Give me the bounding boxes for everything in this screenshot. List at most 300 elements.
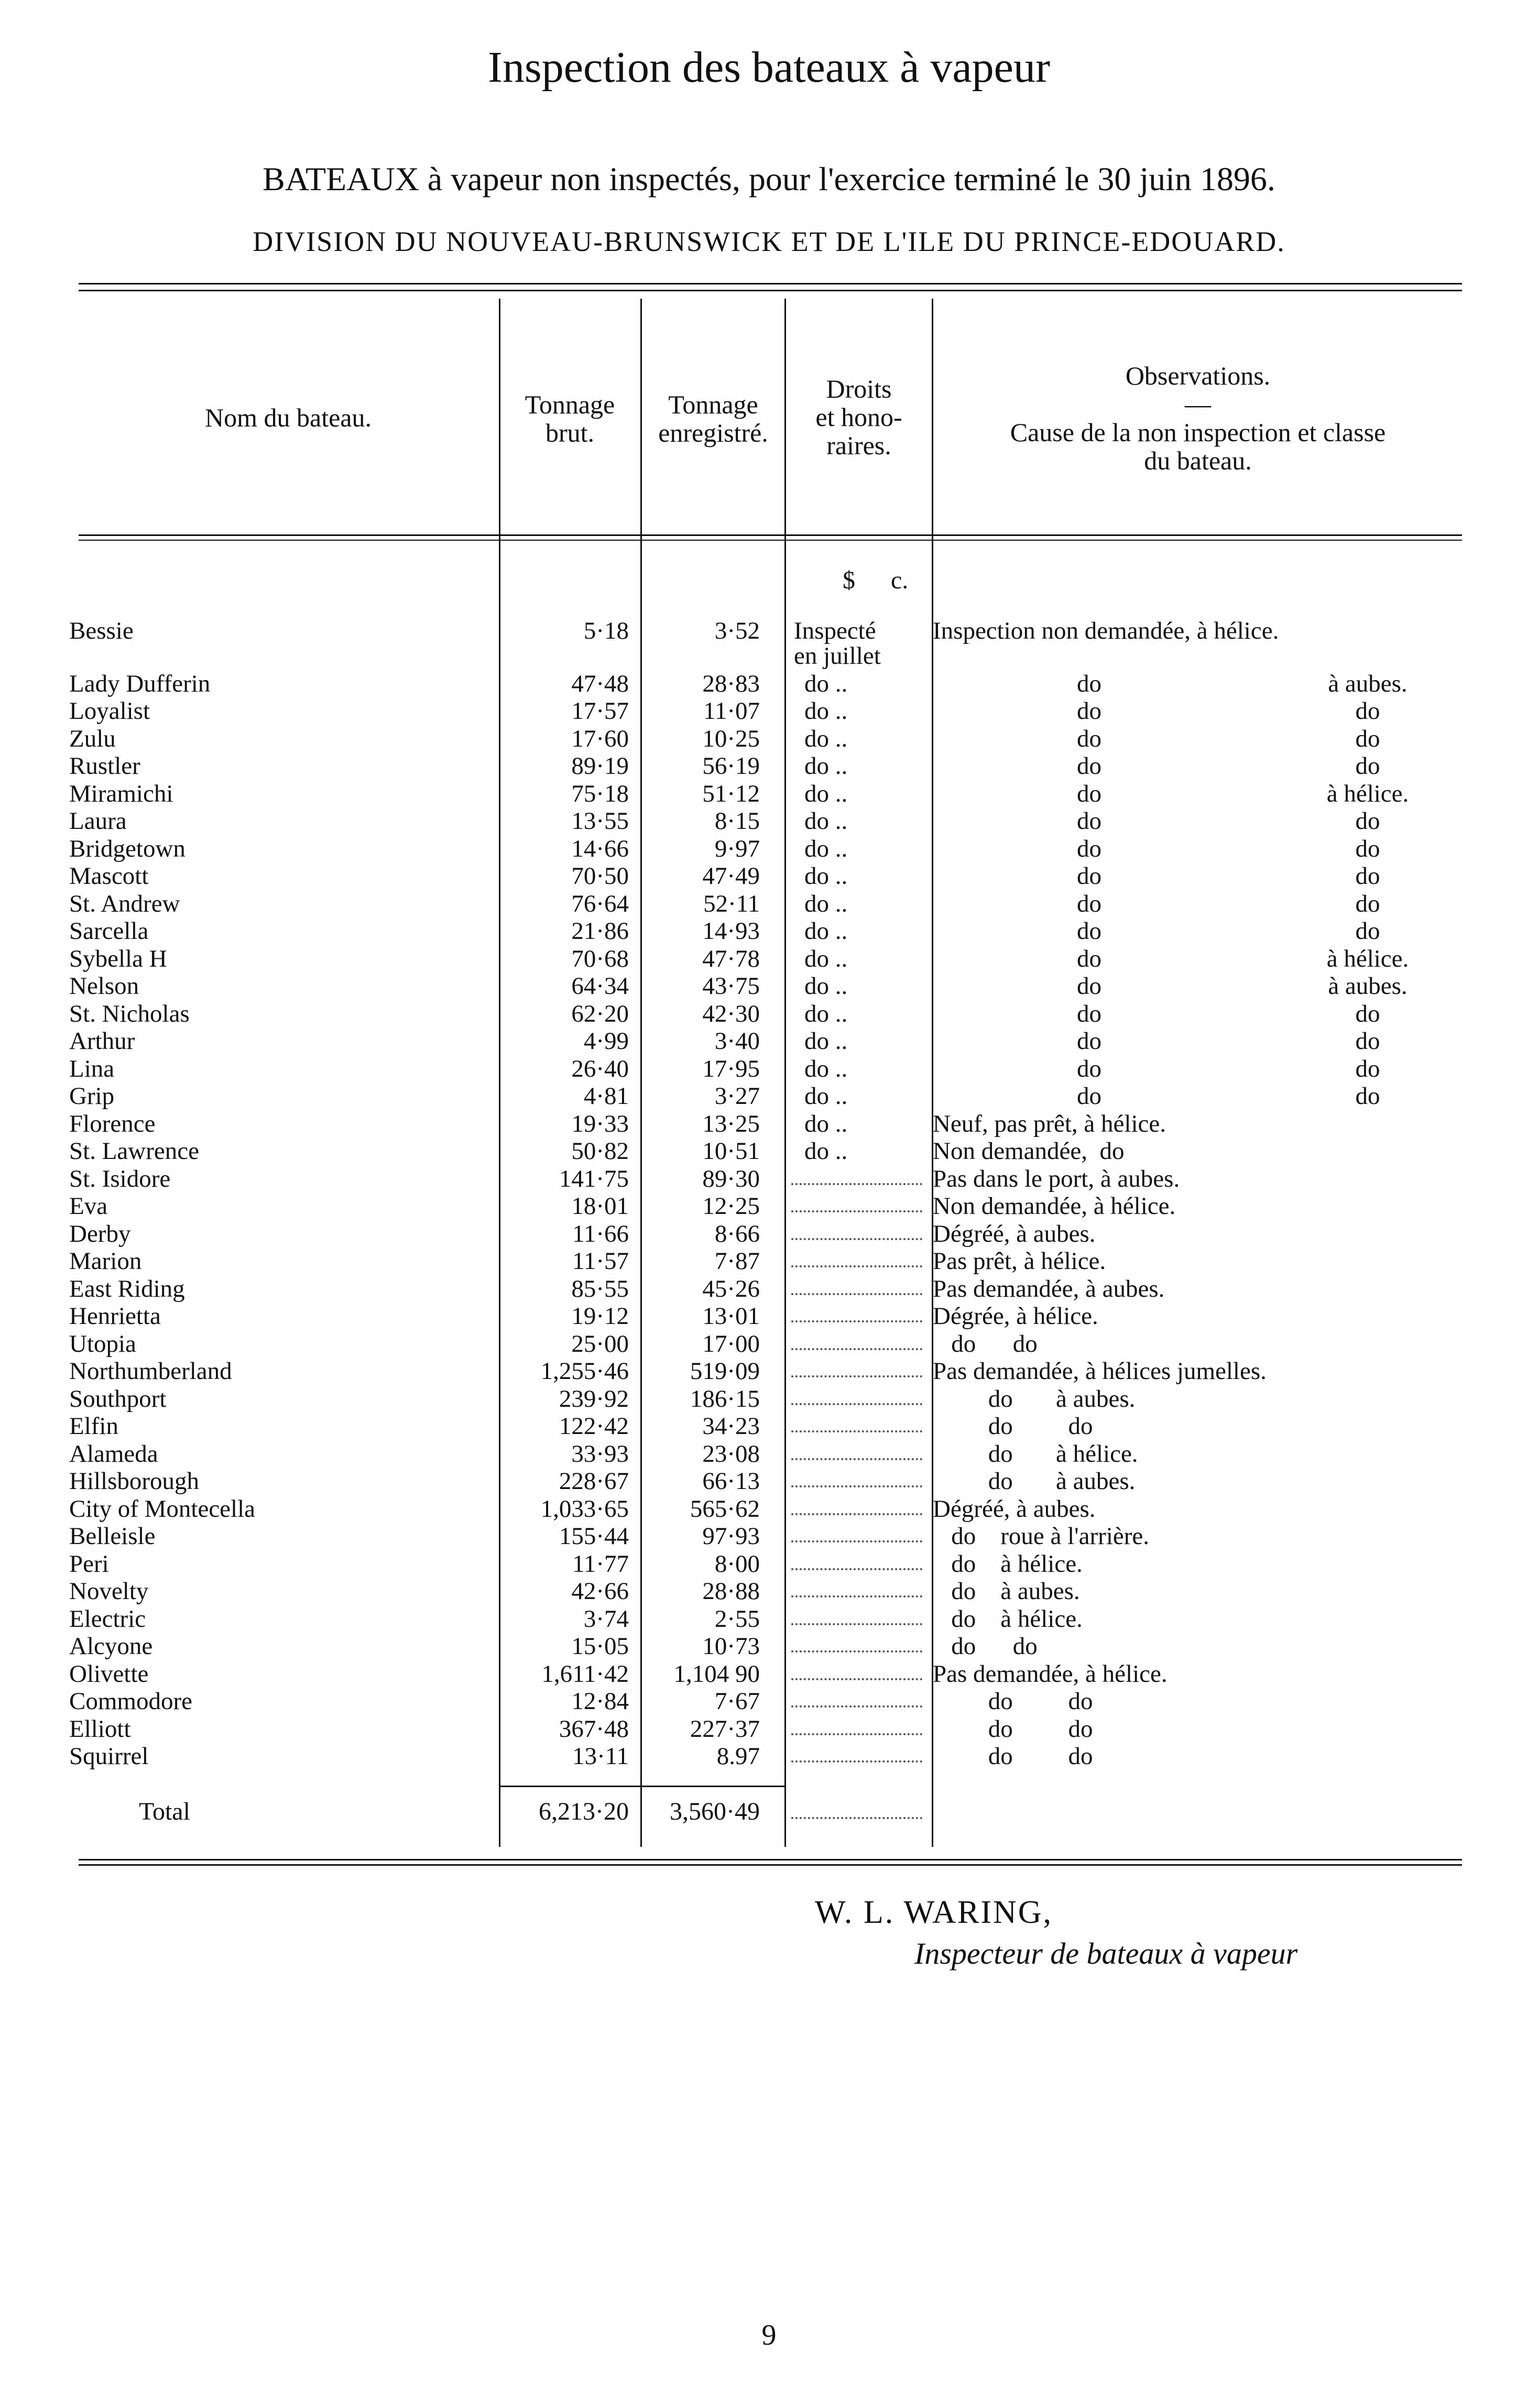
droits-leader (791, 1183, 922, 1185)
registered-tonnage: 2·55 (714, 1605, 760, 1633)
table-row (0, 890, 1538, 917)
table-row (0, 1027, 1538, 1055)
table-row (0, 1715, 1538, 1743)
boat-name-cell (69, 1165, 488, 1192)
gross-tonnage: 17·60 (571, 725, 629, 752)
droits-leader (791, 1238, 922, 1240)
gross-tonnage: 4·99 (583, 1027, 629, 1055)
top-rule-inner (79, 290, 1462, 291)
registered-tonnage: 7·67 (714, 1688, 760, 1715)
boat-name-cell (69, 1413, 488, 1440)
boat-name-cell (69, 1082, 488, 1110)
table-row (0, 807, 1538, 835)
boat-name: City of Montecella (69, 1495, 259, 1523)
gross-tonnage: 1,255·46 (540, 1358, 629, 1385)
page-number: 9 (761, 2319, 777, 2351)
boat-name: Peri (69, 1550, 113, 1578)
droits-cell: do .. (804, 1055, 848, 1082)
boat-name: Lina (69, 1055, 118, 1082)
table-row (0, 1192, 1538, 1220)
table-row (0, 1302, 1538, 1330)
bottom-rule (79, 1859, 1462, 1860)
boat-name-cell (69, 1688, 488, 1715)
boat-name-cell (69, 1715, 488, 1743)
observation-cell: Inspection non demandée, à hélice. (933, 617, 1279, 644)
header-name: Nom du bateau. (205, 403, 372, 432)
gross-tonnage: 12·84 (571, 1688, 629, 1715)
observation-class: do (1355, 835, 1380, 862)
droits-cell: do .. (804, 807, 848, 835)
boat-name-cell (69, 917, 488, 945)
droits-leader (791, 1623, 922, 1625)
gross-tonnage: 75·18 (571, 780, 629, 807)
boat-name: Derby (69, 1220, 135, 1247)
table-row (0, 1220, 1538, 1247)
top-rule (79, 283, 1462, 284)
observation-class: do (1355, 890, 1380, 917)
observation-cell: do do (933, 1413, 1093, 1440)
table-row (0, 1440, 1538, 1468)
boat-name-cell (69, 890, 488, 917)
table-row (0, 1660, 1538, 1688)
observation-cell: Dégréé, à aubes. (933, 1495, 1096, 1523)
boat-name: Hillsborough (69, 1468, 203, 1495)
boat-name: St. Nicholas (69, 1000, 194, 1027)
table-row (0, 1688, 1538, 1715)
observation-cell: do (1077, 752, 1101, 780)
observation-cell: do (1077, 725, 1101, 752)
observation-cell: do à aubes. (933, 1578, 1080, 1605)
observation-class: do (1355, 697, 1380, 725)
division-heading: DIVISION DU NOUVEAU-BRUNSWICK ET DE L'ILE DU PRINCE-EDOUARD. (253, 226, 1285, 257)
droits-cell: do .. (804, 780, 848, 807)
table-row (0, 1633, 1538, 1660)
registered-tonnage: 8·15 (714, 807, 760, 835)
table-row (0, 617, 1538, 670)
gross-tonnage: 3·74 (583, 1605, 629, 1633)
boat-name-cell (69, 862, 488, 890)
registered-tonnage: 42·30 (702, 1000, 760, 1027)
gross-tonnage: 26·40 (571, 1055, 629, 1082)
boat-name-cell (69, 1247, 488, 1275)
observation-class: do (1355, 1055, 1380, 1082)
droits-leader (791, 1348, 922, 1350)
observation-class: à hélice. (1326, 945, 1409, 972)
boat-name-cell (69, 1027, 488, 1055)
boat-name-cell (69, 1358, 488, 1385)
total-gross: 6,213·20 (539, 1798, 629, 1825)
observation-cell: Pas dans le port, à aubes. (933, 1165, 1180, 1192)
dot-leader (69, 1430, 488, 1432)
registered-tonnage: 28·83 (702, 670, 760, 697)
observation-class: do (1355, 917, 1380, 945)
boat-name: Arthur (69, 1027, 139, 1055)
boat-name-cell (69, 697, 488, 725)
observation-cell: Pas demandée, à aubes. (933, 1275, 1165, 1302)
gross-tonnage: 21·86 (571, 917, 629, 945)
page-title: Inspection des bateaux à vapeur (488, 43, 1050, 92)
header-droits: Droits et hono- raires. (815, 374, 902, 460)
boat-name: Utopia (69, 1330, 140, 1358)
droits-leader (791, 1678, 922, 1680)
table-row (0, 972, 1538, 1000)
observation-cell: do (1077, 835, 1101, 862)
observation-cell: do (1077, 1000, 1101, 1027)
observation-cell: do à hélice. (933, 1550, 1083, 1578)
observation-class: à hélice. (1326, 780, 1409, 807)
table-row (0, 1523, 1538, 1550)
boat-name: St. Lawrence (69, 1137, 203, 1165)
observation-cell: do (1077, 1027, 1101, 1055)
registered-tonnage: 12·25 (702, 1192, 760, 1220)
droits-leader (791, 1375, 922, 1377)
boat-name: Elliott (69, 1715, 135, 1743)
gross-tonnage: 11·66 (572, 1220, 629, 1247)
gross-tonnage: 62·20 (571, 1000, 629, 1027)
boat-name: Rustler (69, 752, 145, 780)
registered-tonnage: 43·75 (702, 972, 760, 1000)
registered-tonnage: 17·00 (702, 1330, 760, 1358)
boat-name: Belleisle (69, 1523, 159, 1550)
droits-cell: do .. (804, 752, 848, 780)
boat-name: Novelty (69, 1578, 152, 1605)
dot-leader (69, 1100, 488, 1102)
boat-name: Florence (69, 1110, 159, 1137)
gross-tonnage: 13·55 (571, 807, 629, 835)
table-row (0, 1330, 1538, 1358)
registered-tonnage: 9·97 (714, 835, 760, 862)
table-row (0, 1165, 1538, 1192)
boat-name-cell (69, 1000, 488, 1027)
boat-name-cell (69, 835, 488, 862)
header-rule (79, 534, 1462, 536)
registered-tonnage: 10·73 (702, 1633, 760, 1660)
boat-name-cell (69, 617, 488, 644)
header-registered: Tonnage enregistré. (658, 390, 768, 447)
registered-tonnage: 89·30 (702, 1165, 760, 1192)
gross-tonnage: 64·34 (571, 972, 629, 1000)
boat-name: St. Andrew (69, 890, 184, 917)
droits-cell: do .. (804, 835, 848, 862)
registered-tonnage: 28·88 (702, 1578, 760, 1605)
observation-class: do (1355, 862, 1380, 890)
boat-name: Eva (69, 1192, 112, 1220)
droits-cell: do .. (804, 1082, 848, 1110)
droits-leader (791, 1705, 922, 1708)
signature-name: W. L. WARING, (815, 1895, 1053, 1930)
boat-name: Southport (69, 1385, 170, 1413)
boat-name-cell (69, 1440, 488, 1468)
boat-name: Elfin (69, 1413, 123, 1440)
dot-leader (69, 743, 488, 745)
boat-name-cell (69, 1633, 488, 1660)
droits-leader (791, 1403, 922, 1405)
registered-tonnage: 3·52 (714, 617, 760, 644)
registered-tonnage: 17·95 (702, 1055, 760, 1082)
observation-class: do (1355, 725, 1380, 752)
registered-tonnage: 227·37 (690, 1715, 760, 1743)
droits-cell: do .. (804, 1110, 848, 1137)
observation-class: do (1355, 1082, 1380, 1110)
boat-name-cell (69, 725, 488, 752)
registered-tonnage: 47·49 (702, 862, 760, 890)
table-row (0, 725, 1538, 752)
droits-leader (791, 1265, 922, 1267)
boat-name: Alameda (69, 1440, 162, 1468)
gross-tonnage: 42·66 (571, 1578, 629, 1605)
boat-name: Alcyone (69, 1633, 157, 1660)
gross-tonnage: 155·44 (559, 1523, 629, 1550)
observation-cell: do (1077, 1082, 1101, 1110)
droits-leader (791, 1733, 922, 1735)
registered-tonnage: 7·87 (714, 1247, 760, 1275)
table-row (0, 1358, 1538, 1385)
observation-cell: do (1077, 862, 1101, 890)
registered-tonnage: 3·40 (714, 1027, 760, 1055)
boat-name-cell (69, 1330, 488, 1358)
observation-cell: Non demandée, do (933, 1137, 1125, 1165)
boat-name: Bessie (69, 617, 138, 644)
observation-cell: do à aubes. (933, 1385, 1136, 1413)
boat-name-cell (69, 1660, 488, 1688)
gross-tonnage: 19·12 (571, 1302, 629, 1330)
droits-cell: do .. (804, 862, 848, 890)
observation-cell: do (1077, 972, 1101, 1000)
observation-cell: do do (933, 1688, 1093, 1715)
header-rule-inner (79, 540, 1462, 541)
boat-name: Henrietta (69, 1302, 165, 1330)
observation-cell: do roue à l'arrière. (933, 1523, 1149, 1550)
droits-cell: do .. (804, 670, 848, 697)
registered-tonnage: 519·09 (690, 1358, 760, 1385)
registered-tonnage: 11·07 (703, 697, 760, 725)
dot-leader (69, 1073, 488, 1075)
registered-tonnage: 51·12 (702, 780, 760, 807)
dot-leader (69, 825, 488, 827)
droits-cell: do .. (804, 725, 848, 752)
registered-tonnage: 47·78 (702, 945, 760, 972)
boat-name-cell (69, 1137, 488, 1165)
registered-tonnage: 8·66 (714, 1220, 760, 1247)
observation-cell: do (1077, 945, 1101, 972)
boat-name-cell (69, 1110, 488, 1137)
table-row (0, 1055, 1538, 1082)
observation-class: à aubes. (1328, 670, 1408, 697)
registered-tonnage: 3·27 (714, 1082, 760, 1110)
observation-cell: Pas demandée, à hélice. (933, 1660, 1168, 1688)
table-row (0, 917, 1538, 945)
registered-tonnage: 10·25 (702, 725, 760, 752)
boat-name: Olivette (69, 1660, 152, 1688)
cents-unit: c. (891, 566, 909, 594)
boat-name-cell (69, 1743, 488, 1770)
boat-name: Bridgetown (69, 835, 190, 862)
droits-leader (791, 1293, 922, 1295)
boat-name-cell (69, 1055, 488, 1082)
gross-tonnage: 141·75 (559, 1165, 629, 1192)
signature-title: Inspecteur de bateaux à vapeur (914, 1936, 1298, 1971)
droits-leader (791, 1210, 922, 1212)
droits-leader (791, 1485, 922, 1487)
droits-cell: do .. (804, 945, 848, 972)
registered-tonnage: 56·19 (702, 752, 760, 780)
boat-name-cell (69, 1220, 488, 1247)
registered-tonnage: 13·01 (702, 1302, 760, 1330)
gross-tonnage: 228·67 (559, 1468, 629, 1495)
observation-cell: do (1077, 670, 1101, 697)
droits-leader (791, 1430, 922, 1432)
boat-name-cell (69, 972, 488, 1000)
boat-name-cell (69, 1578, 488, 1605)
observation-class: do (1355, 1000, 1380, 1027)
table-row (0, 780, 1538, 807)
gross-tonnage: 85·55 (571, 1275, 629, 1302)
boat-name: Loyalist (69, 697, 154, 725)
boat-name: Sarcella (69, 917, 152, 945)
dollar-unit: $ (843, 566, 855, 594)
gross-tonnage: 239·92 (559, 1385, 629, 1413)
boat-name-cell (69, 670, 488, 697)
boat-name-cell (69, 1468, 488, 1495)
droits-leader (791, 1320, 922, 1322)
gross-tonnage: 70·68 (571, 945, 629, 972)
gross-tonnage: 122·42 (559, 1413, 629, 1440)
boat-name-cell (69, 1495, 488, 1523)
boat-name: Zulu (69, 725, 120, 752)
table-row (0, 1275, 1538, 1302)
observation-cell: do do (933, 1743, 1093, 1770)
observation-cell: Dégréé, à aubes. (933, 1220, 1096, 1247)
header-gross: Tonnage brut. (525, 390, 615, 447)
table-row (0, 752, 1538, 780)
gross-tonnage: 11·57 (572, 1247, 629, 1275)
boat-name-cell (69, 945, 488, 972)
observation-cell: Pas demandée, à hélices jumelles. (933, 1358, 1267, 1385)
table-row (0, 1110, 1538, 1137)
droits-leader (791, 1650, 922, 1652)
table-row (0, 1578, 1538, 1605)
gross-tonnage: 14·66 (571, 835, 629, 862)
observation-cell: do à hélice. (933, 1605, 1083, 1633)
gross-tonnage: 47·48 (571, 670, 629, 697)
droits-cell: do .. (804, 1027, 848, 1055)
gross-tonnage: 25·00 (571, 1330, 629, 1358)
gross-tonnage: 367·48 (559, 1715, 629, 1743)
table-subtitle: BATEAUX à vapeur non inspectés, pour l'exercice terminé le 30 juin 1896. (263, 160, 1275, 198)
table-row (0, 1247, 1538, 1275)
observation-class: do (1355, 752, 1380, 780)
boat-name: St. Isidore (69, 1165, 174, 1192)
table-row (0, 1137, 1538, 1165)
table-row (0, 670, 1538, 697)
observation-class: do (1355, 807, 1380, 835)
boat-name: Mascott (69, 862, 152, 890)
droits-leader (791, 1568, 922, 1570)
droits-leader (791, 1760, 922, 1763)
gross-tonnage: 70·50 (571, 862, 629, 890)
gross-tonnage: 89·19 (571, 752, 629, 780)
droits-cell: do .. (804, 1000, 848, 1027)
droits-cell: do .. (804, 917, 848, 945)
table-row (0, 697, 1538, 725)
registered-tonnage: 23·08 (702, 1440, 760, 1468)
boat-name: Nelson (69, 972, 143, 1000)
droits-cell: do .. (804, 1137, 848, 1165)
total-rule (499, 1786, 784, 1787)
gross-tonnage: 76·64 (571, 890, 629, 917)
registered-tonnage: 34·23 (702, 1413, 760, 1440)
observation-cell: Non demandée, à hélice. (933, 1192, 1176, 1220)
observation-cell: do (1077, 807, 1101, 835)
boat-name-cell (69, 1192, 488, 1220)
table-row (0, 1550, 1538, 1578)
boat-name: Sybella H (69, 945, 171, 972)
gross-tonnage: 5·18 (583, 617, 629, 644)
gross-tonnage: 17·57 (571, 697, 629, 725)
boat-name-cell (69, 1302, 488, 1330)
registered-tonnage: 186·15 (690, 1385, 760, 1413)
droits-cell: do .. (804, 697, 848, 725)
droits-leader (791, 1540, 922, 1542)
observation-cell: do do (933, 1633, 1038, 1660)
boat-name: Laura (69, 807, 131, 835)
droits-leader (791, 1513, 922, 1515)
boat-name-cell (69, 752, 488, 780)
boat-name-cell (69, 1275, 488, 1302)
droits-cell: do .. (804, 972, 848, 1000)
droits-leader (791, 1595, 922, 1597)
gross-tonnage: 19·33 (571, 1110, 629, 1137)
boat-name: Squirrel (69, 1743, 152, 1770)
registered-tonnage: 1,104 90 (673, 1660, 760, 1688)
gross-tonnage: 15·05 (571, 1633, 629, 1660)
droits-cell-continued: en juillet (794, 642, 881, 670)
table-row (0, 1413, 1538, 1440)
registered-tonnage: 45·26 (702, 1275, 760, 1302)
boat-name: Lady Dufferin (69, 670, 214, 697)
boat-name-cell (69, 1605, 488, 1633)
table-row (0, 1000, 1538, 1027)
observation-cell: do à hélice. (933, 1440, 1138, 1468)
observation-cell: do (1077, 890, 1101, 917)
observation-cell: do (1077, 697, 1101, 725)
observation-cell: do (1077, 1055, 1101, 1082)
observation-cell: do à aubes. (933, 1468, 1136, 1495)
boat-name: Miramichi (69, 780, 177, 807)
droits-cell: do .. (804, 890, 848, 917)
registered-tonnage: 10·51 (702, 1137, 760, 1165)
gross-tonnage: 33·93 (571, 1440, 629, 1468)
boat-name-cell (69, 1385, 488, 1413)
boat-name: Marion (69, 1247, 146, 1275)
table-row (0, 1605, 1538, 1633)
gross-tonnage: 1,611·42 (541, 1660, 629, 1688)
boat-name: Northumberland (69, 1358, 236, 1385)
gross-tonnage: 1,033·65 (540, 1495, 629, 1523)
observation-cell: do do (933, 1330, 1038, 1358)
boat-name: East Riding (69, 1275, 189, 1302)
boat-name: Commodore (69, 1688, 197, 1715)
gross-tonnage: 18·01 (571, 1192, 629, 1220)
table-row (0, 945, 1538, 972)
bottom-rule-inner (79, 1864, 1462, 1866)
boat-name: Electric (69, 1605, 150, 1633)
table-row (0, 1468, 1538, 1495)
table-row (0, 835, 1538, 862)
registered-tonnage: 97·93 (702, 1523, 760, 1550)
table-row (0, 862, 1538, 890)
registered-tonnage: 14·93 (702, 917, 760, 945)
